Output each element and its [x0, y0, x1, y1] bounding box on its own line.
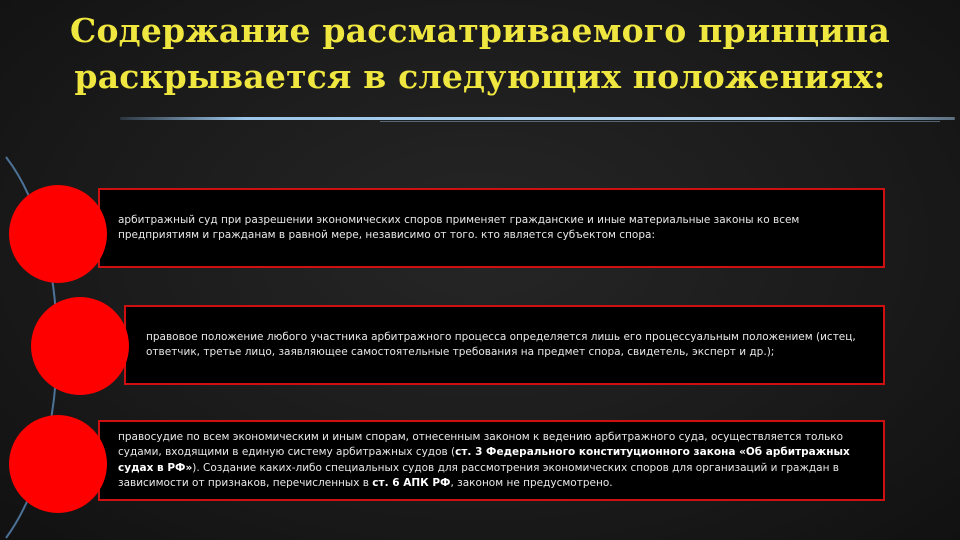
list-item-1 [98, 188, 885, 268]
item-3-ref-apk: ст. 6 АПК РФ [372, 477, 451, 489]
title-line-2: раскрывается в следующих положениях: [74, 57, 886, 96]
list-item-1-text: арбитражный суд при разрешении экономических споров применяет гражданские и иные материальные законы ко всем предприятиям и гражданам в равной мере, независимо от того. кто является субъектом спора: [118, 213, 800, 241]
list-item-2-text: правовое положение любого участника арбитражного процесса определяется лишь его процессуальным положением (истец, ответчик, третье лицо, заявляющее самостоятельные требования на предмет спора, свидетель, эксперт и др.); [146, 330, 856, 358]
item-3-ref-law: ст. 3 Федерального конституционного закона «Об арбитражных судах в РФ» [118, 446, 850, 474]
title-underline-accent [380, 121, 940, 122]
list-item-3-text [118, 430, 861, 492]
item-3-part-c: ). Создание каких-либо специальных судов для рассмотрения экономических споров для организаций и граждан в зависимости от признаков, перечисленных в [118, 461, 839, 489]
bullet-circle-1 [9, 185, 107, 283]
list-item-2 [124, 305, 885, 385]
title-underline [120, 117, 955, 120]
slide-title [0, 8, 960, 100]
item-3-part-e: , законом не предусмотрено. [450, 477, 613, 489]
list-item-3 [98, 420, 885, 501]
title-line-1: Содержание рассматриваемого принципа [69, 11, 890, 50]
bullet-circle-3 [9, 415, 107, 513]
bullet-circle-2 [31, 297, 129, 395]
item-3-part-a: правосудие по всем экономическим и иным спорам, отнесенным законом к ведению арбитражного суда, осуществляется только судами, входящими в единую систему арбитражных судов ( [118, 430, 844, 458]
